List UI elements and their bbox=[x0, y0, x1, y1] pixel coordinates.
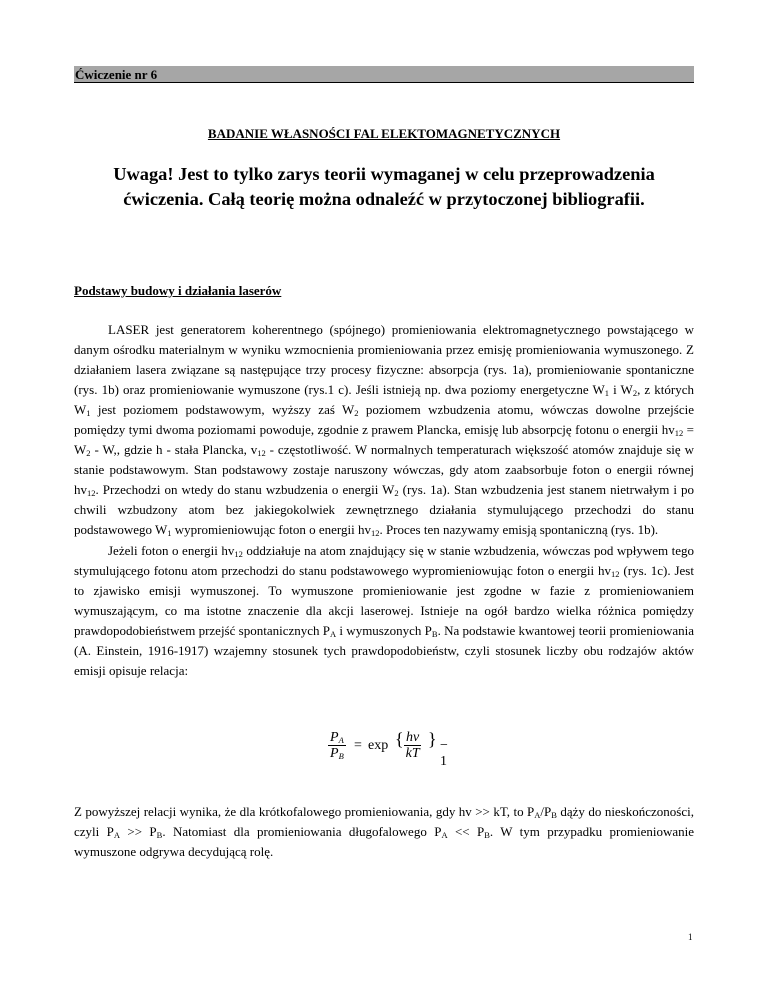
page-number: 1 bbox=[688, 932, 693, 942]
document-title: BADANIE WŁASNOŚCI FAL ELEKTOMAGNETYCZNYCH bbox=[207, 126, 561, 141]
formula-exp: exp bbox=[368, 738, 389, 753]
exercise-header bbox=[74, 66, 694, 83]
notice-text: Uwaga! Jest to tylko zarys teorii wymaganej w celu przeprowadzenia ćwiczenia. Całą teorię można odnaleźć w przytoczonej bibliografii. bbox=[113, 164, 655, 209]
formula-left-brace: { bbox=[395, 729, 404, 749]
section-heading: Podstawy budowy i działania laserów bbox=[74, 283, 282, 298]
paragraph-laser-intro: LASER jest generatorem koherentnego (spójnego) promieniowania elektromagnetycznego powstającego w danym ośrodku materialnym w wyniku wzmocnienia promieniowania przez emisję promieniowania wymuszonego. Z działaniem lasera związane są następujące trzy procesy fizyczne: absorpcja (rys. 1a), promieniowanie spontaniczne (rys. 1b) oraz promieniowanie wymuszone (rys.1 c). Jeśli istnieją np. dwa poziomy energetyczne $W_1$ i $W_2$, z których $W_1$ jest poziomem podstawowym, wyższy zaś $W_2$ poziomem wzbudzenia atomu, wówczas dowolne przejście pomiędzy tymi dwoma poziomami powoduje, zgodnie z prawem Plancka, emisję lub absorpcję fotonu o energii $hv_{12} = W_2 - W$,, gdzie h - stała Plancka, $v_{12}$ - częstotliwość. W normalnych temperaturach większość atomów znajduje się w stanie podstawowym. Stan podstawowy zostaje naruszony wówczas, gdy atom zaabsorbuje foton o energii równej $hv_{12}$. Przechodzi on wtedy do stanu wzbudzenia o energii $W_2$ (rys. 1a). Stan wzbudzenia jest stanem nietrwałym i po chwili wzbudzony atom bez jakiegokolwiek zewnętrznego działania stymulującego przechodzi do stanu podstawowego $W_1$ wypromieniowując foton o energii $hv_{12}$. Proces ten nazywamy emisją spontaniczną (rys. 1b). bbox=[74, 322, 695, 538]
paragraph-stimulated-emission: Jeżeli foton o energii $hv_{12}$ oddziałuje na atom znajdujący się w stanie wzbudzenia, wówczas pod wpływem tego stymulującego fotonu atom przechodzi do stanu podstawowego wypromieniowując foton o energii $hv_{12}$ (rys. 1c). Jest to zjawisko emisji wymuszonej. To wymuszone promieniowanie jest zgodne w fazie z promieniowaniem wymuszającym, co ma istotne znaczenie dla akcji laserowej. Istnieje na ogół bardzo wielka różnica pomiędzy prawdopodobieństwem przejść spontanicznych $P_A$ i wymuszonych $P_B$. Na podstawie kwantowej teorii promieniowania (A. Einstein, 1916-1917) wzajemny stosunek tych prawdopodobieństw, czyli stosunek liczby obu rodzajów aktów emisji opisuje relacja: bbox=[74, 543, 694, 678]
formula-fraction-pa-pb bbox=[328, 730, 346, 761]
exercise-label: Ćwiczenie nr 6 bbox=[75, 67, 158, 82]
formula-numerator-hv: hν bbox=[406, 730, 420, 745]
formula-numerator-pa: $P_A$ bbox=[330, 730, 344, 745]
formula-denominator-pb: $P_B$ bbox=[330, 746, 344, 761]
formula-equals: = bbox=[354, 738, 362, 753]
formula-right-brace: } bbox=[428, 729, 437, 749]
paragraph-conclusion: Z powyższej relacji wynika, że dla krótkofalowego promieniowania, gdy hv >> kT, to $P_A/P_B$ dąży do nieskończoności, czyli $P_A >> P_B$. Natomiast dla promieniowania długofalowego $P_A << P_B$. W tym przypadku promieniowanie wymuszone odgrywa decydującą rolę. bbox=[74, 804, 694, 859]
formula-fraction-hv-kt bbox=[404, 730, 421, 761]
formula-denominator-kt: kT bbox=[405, 746, 420, 761]
formula-minus-one: − 1 bbox=[440, 738, 448, 769]
